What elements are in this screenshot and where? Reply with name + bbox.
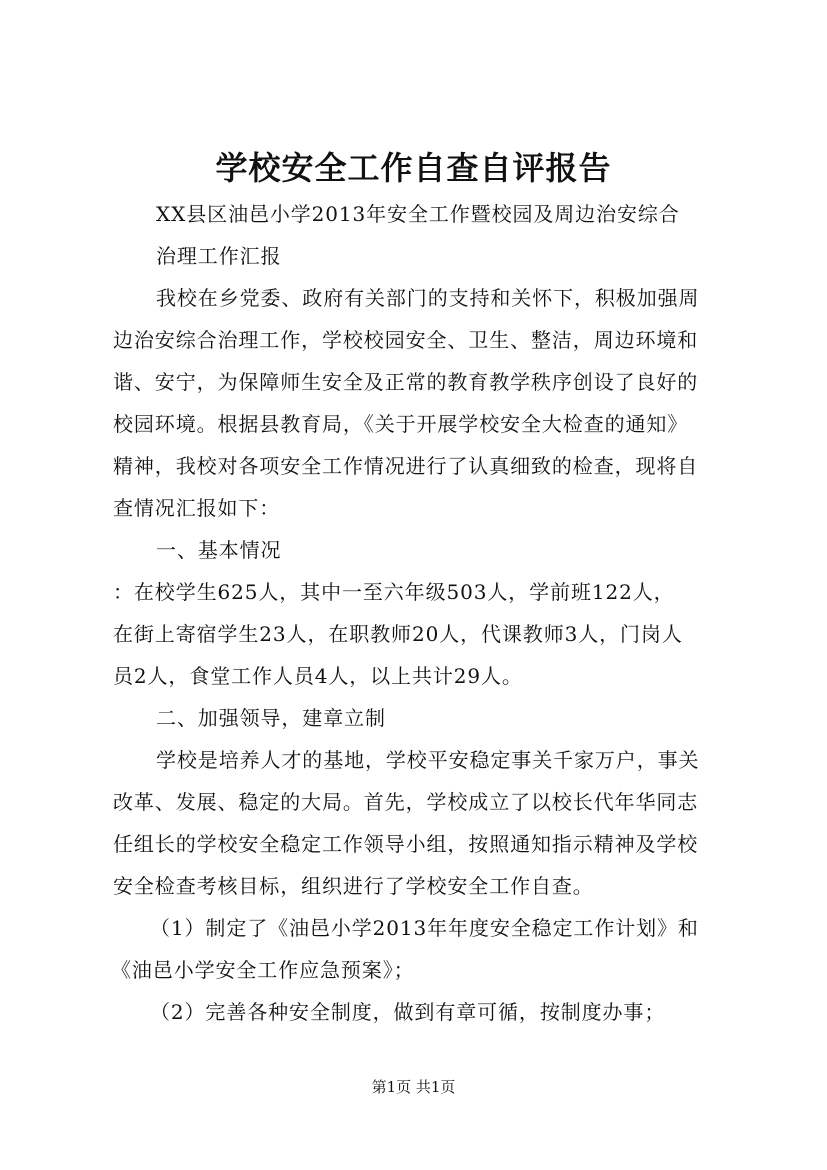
subtitle-line-1: XX县区油邑小学2013年安全工作暨校园及周边治安综合 (156, 202, 680, 226)
list-item-2: （2）完善各种安全制度，做到有章可循，按制度办事； (150, 1000, 666, 1024)
paragraph-line: 学校是培养人才的基地，学校平安稳定事关千家万户，事关 (156, 748, 700, 772)
list-item-1-continued: 《油邑小学安全工作应急预案》； (111, 958, 415, 982)
paragraph-line: 边治安综合治理工作，学校校园安全、卫生、整洁，周边环境和 (113, 328, 699, 352)
paragraph-line: 校园环境。根据县教育局，《关于开展学校安全大检查的通知》 (113, 412, 689, 436)
paragraph-line: 任组长的学校安全稳定工作领导小组，按照通知指示精神及学校 (113, 832, 699, 856)
paragraph-line: 安全检查考核目标，组织进行了学校安全工作自查。 (113, 874, 594, 898)
section-heading-1: 一、基本情况 (156, 538, 282, 562)
section-heading-2: 二、加强领导，建章立制 (156, 706, 386, 730)
paragraph-line: 精神，我校对各项安全工作情况进行了认真细致的检查，现将自 (113, 454, 699, 478)
page-footer: 第1页 共1页 (371, 1078, 456, 1096)
paragraph-line: 在街上寄宿学生23人，在职教师20人，代课教师3人，门岗人 (113, 622, 683, 646)
paragraph-line: 查情况汇报如下： (113, 496, 281, 520)
document-title: 学校安全工作自查自评报告 (215, 149, 612, 187)
paragraph-line: 我校在乡党委、政府有关部门的支持和关怀下，积极加强周 (156, 286, 700, 310)
subtitle-line-2: 治理工作汇报 (156, 244, 282, 268)
list-item-1: （1）制定了《油邑小学2013年年度安全稳定工作计划》和 (150, 916, 699, 940)
paragraph-line: ：在校学生625人，其中一至六年级503人，学前班122人， (113, 580, 675, 604)
paragraph-line: 改革、发展、稳定的大局。首先，学校成立了以校长代年华同志 (113, 790, 699, 814)
paragraph-line: 员2人，食堂工作人员4人，以上共计29人。 (113, 664, 523, 688)
paragraph-line: 谐、安宁，为保障师生安全及正常的教育教学秩序创设了良好的 (113, 370, 699, 394)
